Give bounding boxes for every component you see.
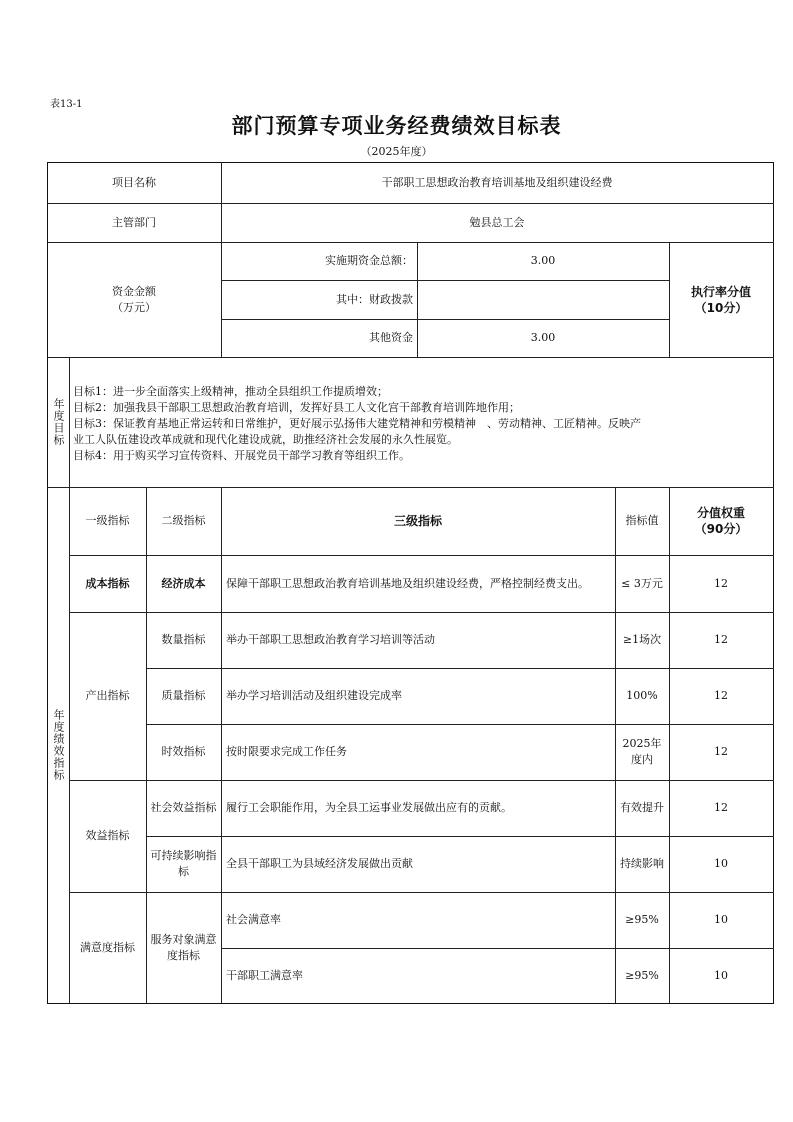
level3-cell: 全县干部职工为县域经济发展做出贡献 [226,857,413,870]
total-funds-value: 3.00 [530,254,556,267]
value-cell: 有效提升 [620,801,664,814]
value-cell: ≥95% [625,913,659,926]
execution-rate-score: 执行率分值 （10分） [690,284,751,315]
fiscal-funds-label: 其中：财政拨款 [336,292,413,306]
weight-cell: 12 [714,633,728,646]
group-cost: 成本指标 [85,576,130,590]
level3-cell: 举办干部职工思想政治教育学习培训等活动 [226,633,435,646]
header-weight: 分值权重 （90分） [694,506,748,536]
value-cell: 2025年度内 [622,737,662,766]
project-name-label: 项目名称 [112,175,156,189]
level2-cell: 数量指标 [161,633,206,646]
goal-line: 目标1：进一步全面落实上级精神，推动全县组织工作提质增效； [73,385,388,398]
weight-cell: 12 [714,801,728,814]
level3-cell: 履行工会职能作用，为全县工运事业发展做出应有的贡献。 [226,801,512,814]
level2-cell: 质量指标 [161,689,206,702]
group-output: 产出指标 [85,689,130,702]
value-cell: ≥1场次 [622,633,662,646]
level2-cell: 社会效益指标 [150,801,217,814]
weight-cell: 12 [714,576,728,590]
funds-label: 资金金额 （万元） [112,284,156,314]
header-value: 指标值 [625,514,659,527]
weight-cell: 12 [714,745,728,758]
level3-cell: 干部职工满意率 [226,968,303,982]
level2-cell: 经济成本 [161,576,206,590]
year-label: （2025年度） [360,145,433,158]
group-satisfaction: 满意度指标 [80,940,135,954]
annual-goals-label: 年度目标 [52,398,65,446]
level2-cell: 服务对象满意度指标 [150,932,217,962]
weight-cell: 10 [714,913,728,926]
weight-cell: 12 [714,689,728,702]
table-number: 表13-1 [50,99,83,110]
other-funds-value: 3.00 [530,331,556,344]
group-benefit: 效益指标 [85,829,130,842]
weight-cell: 10 [714,968,728,982]
value-cell: 100% [626,689,658,702]
page-title: 部门预算专项业务经费绩效目标表 [231,114,562,138]
level2-cell: 可持续影响指标 [150,849,217,878]
annual-goals-text [73,384,773,464]
goal-line: 目标3：保证教育基地正常运转和日常维护，更好展示弘扬伟大建党精神和劳模精神 、劳动精神、工匠精神。反映产 [73,417,641,430]
value-cell: 持续影响 [620,857,664,870]
project-name-value: 干部职工思想政治教育培训基地及组织建设经费 [381,175,613,189]
department-label: 主管部门 [112,215,156,229]
level3-cell: 按时限要求完成工作任务 [226,745,347,758]
annual-indicators-label: 年度绩效指标 [52,709,65,781]
other-funds-label: 其他资金 [369,331,413,344]
level3-cell: 举办学习培训活动及组织建设完成率 [226,689,402,702]
department-value: 勉县总工会 [469,215,525,229]
value-cell: ≥95% [625,968,659,982]
value-cell: ≤ 3万元 [621,576,663,590]
level3-cell: 社会满意率 [226,913,281,926]
header-level3: 三级指标 [393,514,442,528]
level2-cell: 时效指标 [161,745,206,758]
fiscal-funds-value [417,280,669,319]
header-level1: 一级指标 [85,514,130,527]
level3-cell: 保障干部职工思想政治教育培训基地及组织建设经费，严格控制经费支出。 [226,576,589,590]
goal-line: 业工人队伍建设改革成就和现代化建设成就，助推经济社会发展的永久性展览。 [73,433,458,446]
goal-line: 目标2：加强我县干部职工思想政治教育培训，发挥好县工人文化宫干部教育培训阵地作用； [73,401,520,414]
weight-cell: 10 [714,857,728,870]
goal-line: 目标4：用于购买学习宣传资料、开展党员干部学习教育等组织工作。 [73,449,410,462]
header-level2: 二级指标 [161,514,206,527]
total-funds-label: 实施期资金总额： [325,254,413,267]
